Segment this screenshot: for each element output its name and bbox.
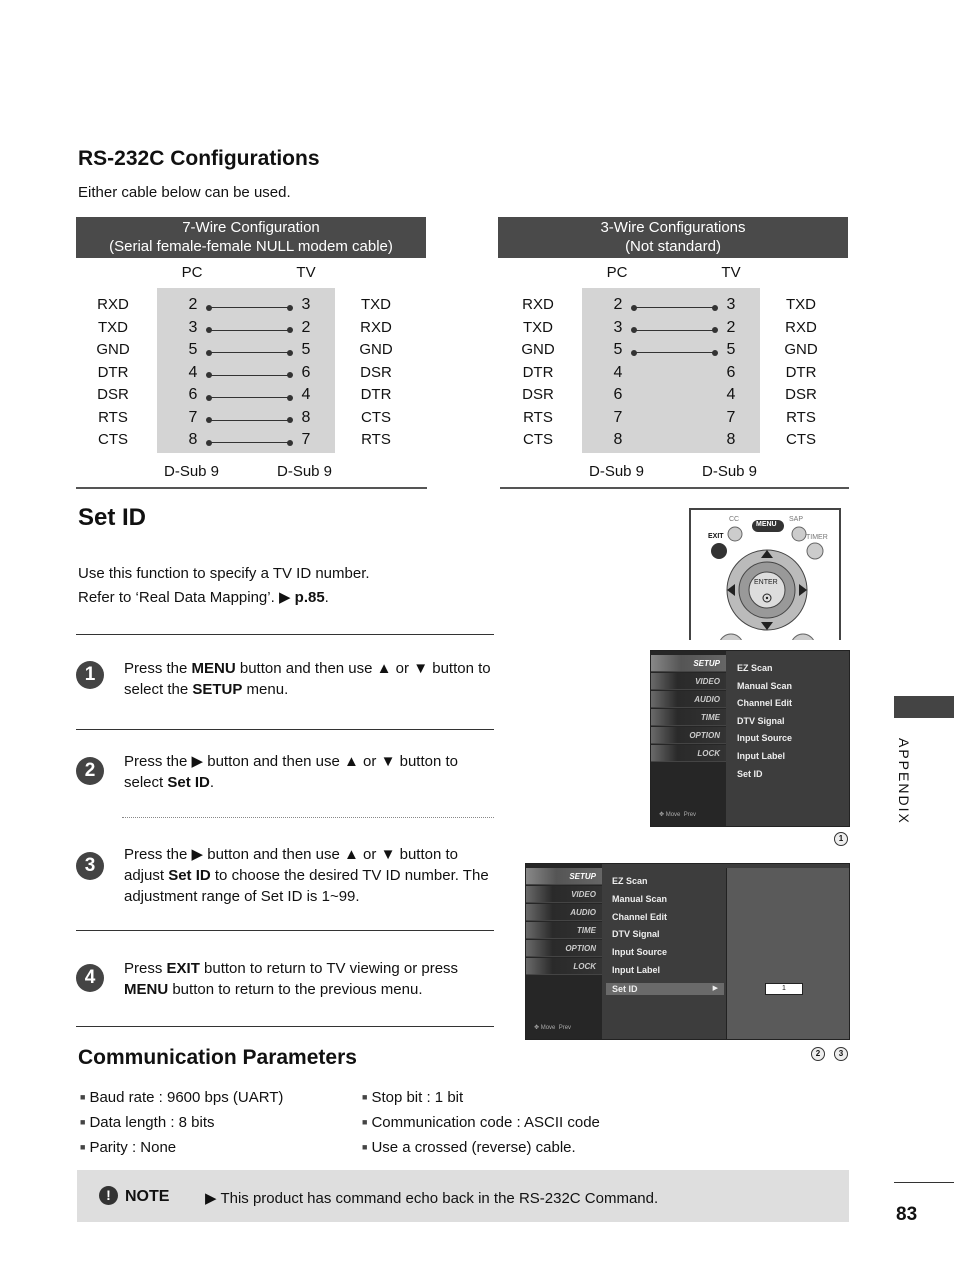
sap-label: SAP <box>789 516 804 523</box>
pin-dot <box>287 372 293 378</box>
note-box <box>77 1170 849 1222</box>
menu-item: Channel Edit <box>737 698 793 709</box>
signal-label: TXD <box>98 318 128 336</box>
three-wire-pc-signals <box>508 294 568 452</box>
dotted-divider <box>122 817 494 818</box>
pin-number: 3 <box>613 318 623 336</box>
setid-intro: Use this function to specify a TV ID number. Refer to ‘Real Data Mapping’. ▶ p.85. <box>78 565 370 606</box>
pin-number: 5 <box>188 341 198 358</box>
menu-item: Set ID <box>737 768 763 779</box>
divider <box>76 930 494 931</box>
remote-buttons-graphic <box>691 510 841 640</box>
page-reference: p.85 <box>294 589 325 606</box>
pin-number: 7 <box>726 408 736 426</box>
divider <box>76 1026 494 1027</box>
seven-wire-pc-pins <box>183 294 203 452</box>
step-number: 3 <box>76 852 104 880</box>
three-wire-header: 3-Wire Configurations (Not standard) <box>498 217 848 258</box>
arrow-up-icon: ▲ <box>344 753 359 770</box>
pin-number: 7 <box>613 408 623 426</box>
pin-number: 4 <box>726 386 736 403</box>
menu-item: Manual Scan <box>612 893 668 904</box>
signal-label: DTR <box>360 386 392 403</box>
arrow-down-icon: ▼ <box>413 660 429 677</box>
signal-label: RXD <box>785 318 817 336</box>
setid-value-box: 1 <box>765 983 803 995</box>
signal-label: RTS <box>361 431 391 448</box>
menu-item: Manual Scan <box>737 680 793 691</box>
pin-dot <box>631 305 637 311</box>
wire-line <box>209 352 290 353</box>
pin-number: 5 <box>613 341 623 358</box>
pin-dot <box>206 417 212 423</box>
signal-label: DSR <box>360 363 392 381</box>
menu-item: EZ Scan <box>612 876 648 886</box>
pin-number: 3 <box>188 318 198 336</box>
pin-dot <box>206 350 212 356</box>
move-icon: ✥ <box>534 1025 540 1031</box>
setup-menu-screenshot <box>650 650 850 827</box>
dsub-pc-label: D-Sub 9 <box>589 463 645 480</box>
pin-number: 6 <box>188 386 198 403</box>
signal-label: CTS <box>361 408 391 426</box>
pc-label: PC <box>606 264 628 281</box>
section-title-comm: Communication Parameters <box>78 1046 357 1069</box>
signal-label: GND <box>784 341 818 358</box>
pin-dot <box>287 350 293 356</box>
arrow-up-icon: ▲ <box>344 846 359 863</box>
pin-number: 8 <box>726 431 736 448</box>
pc-label: PC <box>181 264 203 281</box>
signal-label: RTS <box>523 408 553 426</box>
menu-tab-lock: LOCK <box>526 958 602 975</box>
menu-item: DTV Signal <box>737 715 785 726</box>
menu-tab-option: OPTION <box>651 727 726 744</box>
exclamation-icon: ! <box>99 1186 118 1205</box>
pin-dot <box>287 327 293 333</box>
pin-number: 6 <box>301 363 311 381</box>
pin-number: 2 <box>726 318 736 336</box>
menu-tab-video: VIDEO <box>651 673 726 690</box>
menu-tab-lock: LOCK <box>651 745 726 762</box>
pin-dot <box>206 395 212 401</box>
dsub-pc-label: D-Sub 9 <box>164 463 220 480</box>
pin-number: 6 <box>613 386 623 403</box>
signal-label: DSR <box>785 386 817 403</box>
signal-label: DTR <box>785 363 817 381</box>
list-item: ■ Use a crossed (reverse) cable. <box>362 1135 600 1160</box>
three-wire-tv-pins <box>721 294 741 452</box>
signal-label: TXD <box>523 318 553 336</box>
signal-label: CTS <box>98 431 128 448</box>
submenu-panel <box>726 868 849 1040</box>
pin-dot <box>712 350 718 356</box>
three-wire-tv-signals <box>771 294 831 452</box>
list-item: ■ Data length : 8 bits <box>80 1110 283 1135</box>
tv-label: TV <box>296 264 316 281</box>
menu-tab-time: TIME <box>526 922 602 939</box>
list-item: ■ Stop bit : 1 bit <box>362 1085 600 1110</box>
step-number: 4 <box>76 964 104 992</box>
menu-footer: ✥ Move Prev <box>659 812 697 818</box>
signal-label: TXD <box>361 296 391 313</box>
screenshot-badge: 3 <box>834 1047 848 1061</box>
wire-line <box>209 330 290 331</box>
page-rule <box>894 1182 954 1183</box>
pin-number: 2 <box>188 296 198 313</box>
pin-dot <box>287 305 293 311</box>
signal-label: GND <box>96 341 130 358</box>
divider <box>76 634 494 635</box>
signal-label: DTR <box>522 363 554 381</box>
menu-tab-audio: AUDIO <box>651 691 726 708</box>
appendix-label: APPENDIX <box>896 738 912 825</box>
seven-wire-header: 7-Wire Configuration (Serial female-female NULL modem cable) <box>76 217 426 258</box>
signal-label: TXD <box>786 296 816 313</box>
menu-tab-setup: SETUP <box>651 655 726 672</box>
exit-button-label: EXIT <box>708 533 724 540</box>
pin-dot <box>712 327 718 333</box>
step-number: 1 <box>76 661 104 689</box>
pin-number: 6 <box>726 363 736 381</box>
pin-dot <box>631 327 637 333</box>
screenshot-badge: 1 <box>834 832 848 846</box>
pin-dot <box>206 305 212 311</box>
comm-params-left <box>80 1085 283 1160</box>
menu-item: Input Source <box>737 733 793 744</box>
pin-number: 3 <box>301 296 311 313</box>
menu-item: Set ID ▶ <box>606 983 724 995</box>
pin-dot <box>631 350 637 356</box>
menu-item: Input Label <box>612 965 660 975</box>
section-tab <box>894 696 954 718</box>
step-number: 2 <box>76 757 104 785</box>
pin-number: 4 <box>301 386 311 403</box>
note-text: ▶ This product has command echo back in the RS-232C Command. <box>205 1190 659 1207</box>
divider <box>76 729 494 730</box>
signal-label: CTS <box>786 431 816 448</box>
signal-label: RXD <box>97 296 129 313</box>
screenshot-badge: 2 <box>811 1047 825 1061</box>
step-1-text: Press the MENU button and then use ▲ or ▼ button to select the SETUP menu. <box>124 660 491 698</box>
menu-tab-audio: AUDIO <box>526 904 602 921</box>
pin-number: 3 <box>726 296 736 313</box>
comm-params-right <box>362 1085 600 1160</box>
signal-label: DTR <box>97 363 129 381</box>
signal-label: RTS <box>786 408 816 426</box>
section-title-rs232: RS-232C Configurations <box>78 147 320 170</box>
setid-menu-screenshot <box>525 863 850 1040</box>
cc-label: CC <box>729 516 740 523</box>
step-2-text: Press the ▶ button and then use ▲ or ▼ button to select Set ID. <box>124 753 458 791</box>
arrow-right-icon: ▶ <box>278 589 291 606</box>
enter-button-label: ENTER <box>754 579 778 586</box>
wire-line <box>209 307 290 308</box>
arrow-right-icon: ▶ <box>205 1190 217 1207</box>
move-icon: ✥ <box>659 812 665 818</box>
list-item: ■ Communication code : ASCII code <box>362 1110 600 1135</box>
dsub-tv-label: D-Sub 9 <box>277 463 333 480</box>
note-label: NOTE <box>125 1188 170 1205</box>
pin-number: 8 <box>301 408 311 426</box>
menu-footer: ✥ Move Prev <box>534 1025 572 1031</box>
seven-wire-tv-pins <box>296 294 316 452</box>
pin-number: 5 <box>726 341 736 358</box>
pin-dot <box>287 395 293 401</box>
pin-dot <box>206 327 212 333</box>
pin-number: 4 <box>613 363 623 381</box>
menu-button-label: MENU <box>756 521 777 528</box>
menu-tabs <box>651 651 726 826</box>
signal-label: GND <box>359 341 393 358</box>
wire-line <box>634 352 715 353</box>
seven-wire-pc-signals <box>83 294 143 452</box>
step-4-text: Press EXIT button to return to TV viewing or press MENU button to return to the previous menu. <box>124 960 459 998</box>
menu-tab-setup: SETUP <box>526 868 602 885</box>
tv-label: TV <box>721 264 741 281</box>
pin-number: 7 <box>188 408 198 426</box>
pin-number: 5 <box>301 341 311 358</box>
wire-line <box>209 375 290 376</box>
pin-dot <box>287 440 293 446</box>
signal-label: RTS <box>98 408 128 426</box>
wire-line <box>634 330 715 331</box>
arrow-up-icon: ▲ <box>376 660 392 677</box>
pin-number: 8 <box>188 431 198 448</box>
pin-dot <box>206 440 212 446</box>
signal-label: RXD <box>360 318 392 336</box>
menu-item: EZ Scan <box>737 663 773 673</box>
step-3-text: Press the ▶ button and then use ▲ or ▼ button to adjust Set ID to choose the desired TV ID number. The adjustment range of Set ID is 1~99. <box>124 846 489 905</box>
menu-tab-option: OPTION <box>526 940 602 957</box>
menu-item: Input Label <box>737 751 785 761</box>
wire-line <box>209 397 290 398</box>
arrow-right-icon: ▶ <box>191 753 204 770</box>
signal-label: DSR <box>522 386 554 403</box>
wire-line <box>209 420 290 421</box>
three-wire-pc-pins <box>608 294 628 452</box>
signal-label: GND <box>521 341 555 358</box>
arrow-down-icon: ▼ <box>380 753 396 770</box>
divider <box>76 487 427 489</box>
arrow-down-icon: ▼ <box>380 846 396 863</box>
signal-label: RXD <box>522 296 554 313</box>
menu-tab-time: TIME <box>651 709 726 726</box>
wire-line <box>209 442 290 443</box>
menu-item: DTV Signal <box>612 929 660 940</box>
section-subtitle: Either cable below can be used. <box>78 184 291 201</box>
pin-dot <box>287 417 293 423</box>
pin-number: 2 <box>301 318 311 336</box>
pin-number: 8 <box>613 431 623 448</box>
wire-line <box>634 307 715 308</box>
signal-label: CTS <box>523 431 553 448</box>
list-item: ■ Baud rate : 9600 bps (UART) <box>80 1085 283 1110</box>
seven-wire-tv-signals <box>346 294 406 452</box>
menu-tabs <box>526 864 602 1039</box>
menu-item: Input Source <box>612 947 668 958</box>
menu-tab-video: VIDEO <box>526 886 602 903</box>
arrow-right-icon: ▶ <box>712 984 718 992</box>
dsub-tv-label: D-Sub 9 <box>702 463 758 480</box>
remote-control-illustration <box>689 508 841 640</box>
timer-label: TIMER <box>806 534 828 541</box>
section-title-setid: Set ID <box>78 504 147 531</box>
list-item: ■ Parity : None <box>80 1135 283 1160</box>
pin-dot <box>206 372 212 378</box>
page-number: 83 <box>896 1204 918 1225</box>
arrow-right-icon: ▶ <box>191 846 204 863</box>
pin-number: 7 <box>301 431 311 448</box>
pin-number: 2 <box>613 296 623 313</box>
signal-label: DSR <box>97 386 129 403</box>
pin-dot <box>712 305 718 311</box>
divider <box>500 487 849 489</box>
menu-item: Channel Edit <box>612 911 668 922</box>
pin-number: 4 <box>188 363 198 381</box>
